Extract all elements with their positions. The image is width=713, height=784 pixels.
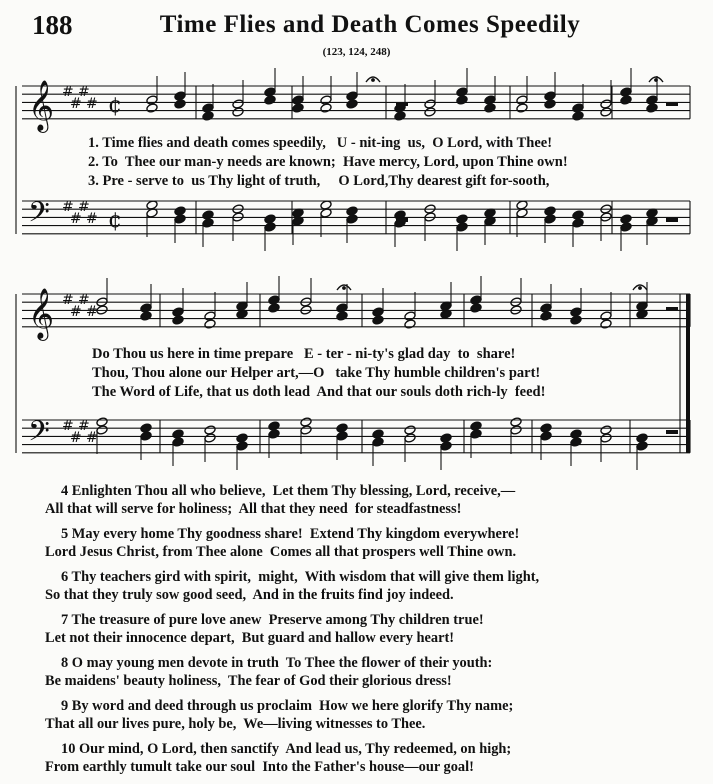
treble-clef-icon: 𝄞 xyxy=(28,80,55,131)
rest-icon xyxy=(666,102,678,106)
note-head xyxy=(204,319,216,329)
note-head xyxy=(600,433,612,443)
note-head xyxy=(646,103,658,113)
fermata-dot xyxy=(639,287,642,290)
verse-7 xyxy=(0,612,713,647)
note-head xyxy=(600,319,612,329)
lyric-line: 2. To Thee our man-y needs are known; Have mercy, Lord, upon Thine own! xyxy=(88,154,568,170)
note-head xyxy=(292,103,304,113)
note-head xyxy=(424,107,436,117)
treble-clef-icon: 𝄞 xyxy=(28,288,55,339)
verse-line: 5 May every home Thy goodness share! Extend Thy kingdom everywhere! xyxy=(61,526,520,542)
note-head xyxy=(404,433,416,443)
sharp-icon: # xyxy=(70,430,82,446)
note-head xyxy=(346,99,358,109)
cut-time-icon: ¢ xyxy=(108,208,122,233)
note-head xyxy=(570,315,582,325)
sharp-icon: # xyxy=(62,199,74,215)
sharp-icon: # xyxy=(86,430,98,446)
rest-icon xyxy=(666,430,678,434)
note-head xyxy=(172,315,184,325)
note-head xyxy=(372,315,384,325)
note-head xyxy=(440,441,452,451)
note-head xyxy=(268,303,280,313)
rest-icon xyxy=(396,102,408,106)
verse-line: From earthly tumult take our soul Into the Father's house—our goal! xyxy=(45,758,474,775)
verse-line: 9 By word and deed through us proclaim How we here glorify Thy name; xyxy=(61,698,514,714)
verse-line: All that will serve for holiness; All that they need for steadfastness! xyxy=(45,500,462,517)
note-head xyxy=(336,311,348,321)
note-head xyxy=(636,441,648,451)
fermata-dot xyxy=(343,287,346,290)
note-head xyxy=(140,431,152,441)
verse-line: Be maidens' beauty holiness, The fear of God their glorious dress! xyxy=(45,672,452,689)
sharp-icon: # xyxy=(86,96,98,112)
note-head xyxy=(394,111,406,121)
note-head xyxy=(470,429,482,439)
verse-6 xyxy=(0,569,713,604)
sharp-icon: # xyxy=(78,418,90,434)
note-head xyxy=(268,429,280,439)
note-head xyxy=(172,437,184,447)
bass-clef-icon: 𝄢 xyxy=(28,196,50,236)
rest-icon xyxy=(666,307,678,311)
note-head xyxy=(264,95,276,105)
note-head xyxy=(470,303,482,313)
bass-clef-icon: 𝄢 xyxy=(28,415,50,455)
final-barline xyxy=(686,294,690,453)
sharp-icon: # xyxy=(78,292,90,308)
note-head xyxy=(510,425,522,435)
rest-icon xyxy=(396,218,408,222)
note-head xyxy=(336,431,348,441)
verse-line: 8 O may young men devote in truth To Thee the flower of their youth: xyxy=(61,655,493,671)
note-head xyxy=(516,103,528,113)
verse-line: 10 Our mind, O Lord, then sanctify And lead us, Thy redeemed, on high; xyxy=(61,741,512,757)
verse-line: So that they truly sow good seed, And in the fruits find joy indeed. xyxy=(45,586,454,603)
note-head xyxy=(620,222,632,232)
note-head xyxy=(202,111,214,121)
additional-verses xyxy=(0,483,713,784)
note-head xyxy=(404,319,416,329)
note-head xyxy=(572,218,584,228)
note-head xyxy=(346,214,358,224)
note-head xyxy=(372,437,384,447)
lyric-line: Do Thou us here in time prepare E - ter - ni-ty's glad day to share! xyxy=(92,346,516,362)
note-head xyxy=(236,441,248,451)
sharp-icon: # xyxy=(70,211,82,227)
sharp-icon: # xyxy=(86,304,98,320)
sharp-icon: # xyxy=(62,418,74,434)
verse-10 xyxy=(0,741,713,776)
lyric-line: 3. Pre - serve to us Thy light of truth, O Lord,Thy dearest gift for-sooth, xyxy=(88,173,550,189)
rest-icon xyxy=(666,218,678,222)
lyric-line: 1. Time flies and death comes speedily, U - nit-ing us, O Lord, with Thee! xyxy=(88,135,553,151)
tune-references: (123, 124, 248) xyxy=(322,46,391,58)
fermata-dot xyxy=(372,79,375,82)
note-head xyxy=(572,111,584,121)
cut-time-icon: ¢ xyxy=(108,93,122,118)
verse-8 xyxy=(0,655,713,690)
verse-4 xyxy=(0,483,713,518)
sharp-icon: # xyxy=(78,199,90,215)
note-head xyxy=(544,214,556,224)
sharp-icon: # xyxy=(70,96,82,112)
note-head xyxy=(484,103,496,113)
verse-9 xyxy=(0,698,713,733)
lyric-line: Thou, Thou alone our Helper art,—O take Thy humble children's part! xyxy=(92,365,541,381)
verse-line: Lord Jesus Christ, from Thee alone Comes all that prospers well Thine own. xyxy=(45,543,517,560)
note-head xyxy=(570,437,582,447)
note-head xyxy=(300,425,312,435)
sharp-icon: # xyxy=(62,84,74,100)
verse-line: Let not their innocence depart, But guard and hallow every heart! xyxy=(45,629,455,646)
note-head xyxy=(140,311,152,321)
verse-line: That all our lives pure, holy be, We—living witnesses to Thee. xyxy=(45,715,426,732)
note-head xyxy=(232,107,244,117)
fermata-dot xyxy=(655,79,658,82)
note-head xyxy=(620,95,632,105)
sharp-icon: # xyxy=(62,292,74,308)
note-head xyxy=(600,107,612,117)
note-head xyxy=(204,433,216,443)
note-head xyxy=(174,99,186,109)
note-head xyxy=(540,431,552,441)
hymn-title: Time Flies and Death Comes Speedily xyxy=(159,11,581,38)
note-head xyxy=(174,214,186,224)
note-head xyxy=(320,103,332,113)
lyric-line: The Word of Life, that us doth lead And that our souls doth rich-ly feed! xyxy=(92,384,546,400)
verse-line: 4 Enlighten Thou all who believe, Let them Thy blessing, Lord, receive,— xyxy=(61,483,516,499)
note-head xyxy=(202,218,214,228)
sharp-icon: # xyxy=(86,211,98,227)
sharp-icon: # xyxy=(78,84,90,100)
note-head xyxy=(540,311,552,321)
note-head xyxy=(456,222,468,232)
note-head xyxy=(146,103,158,113)
hymn-number: 188 xyxy=(32,10,73,40)
verse-5 xyxy=(0,526,713,561)
note-head xyxy=(456,95,468,105)
note-head xyxy=(264,222,276,232)
verse-line: 7 The treasure of pure love anew Preserve among Thy children true! xyxy=(61,612,484,628)
sharp-icon: # xyxy=(70,304,82,320)
verse-line: 6 Thy teachers gird with spirit, might, With wisdom that will give them light, xyxy=(61,569,540,585)
note-head xyxy=(544,99,556,109)
